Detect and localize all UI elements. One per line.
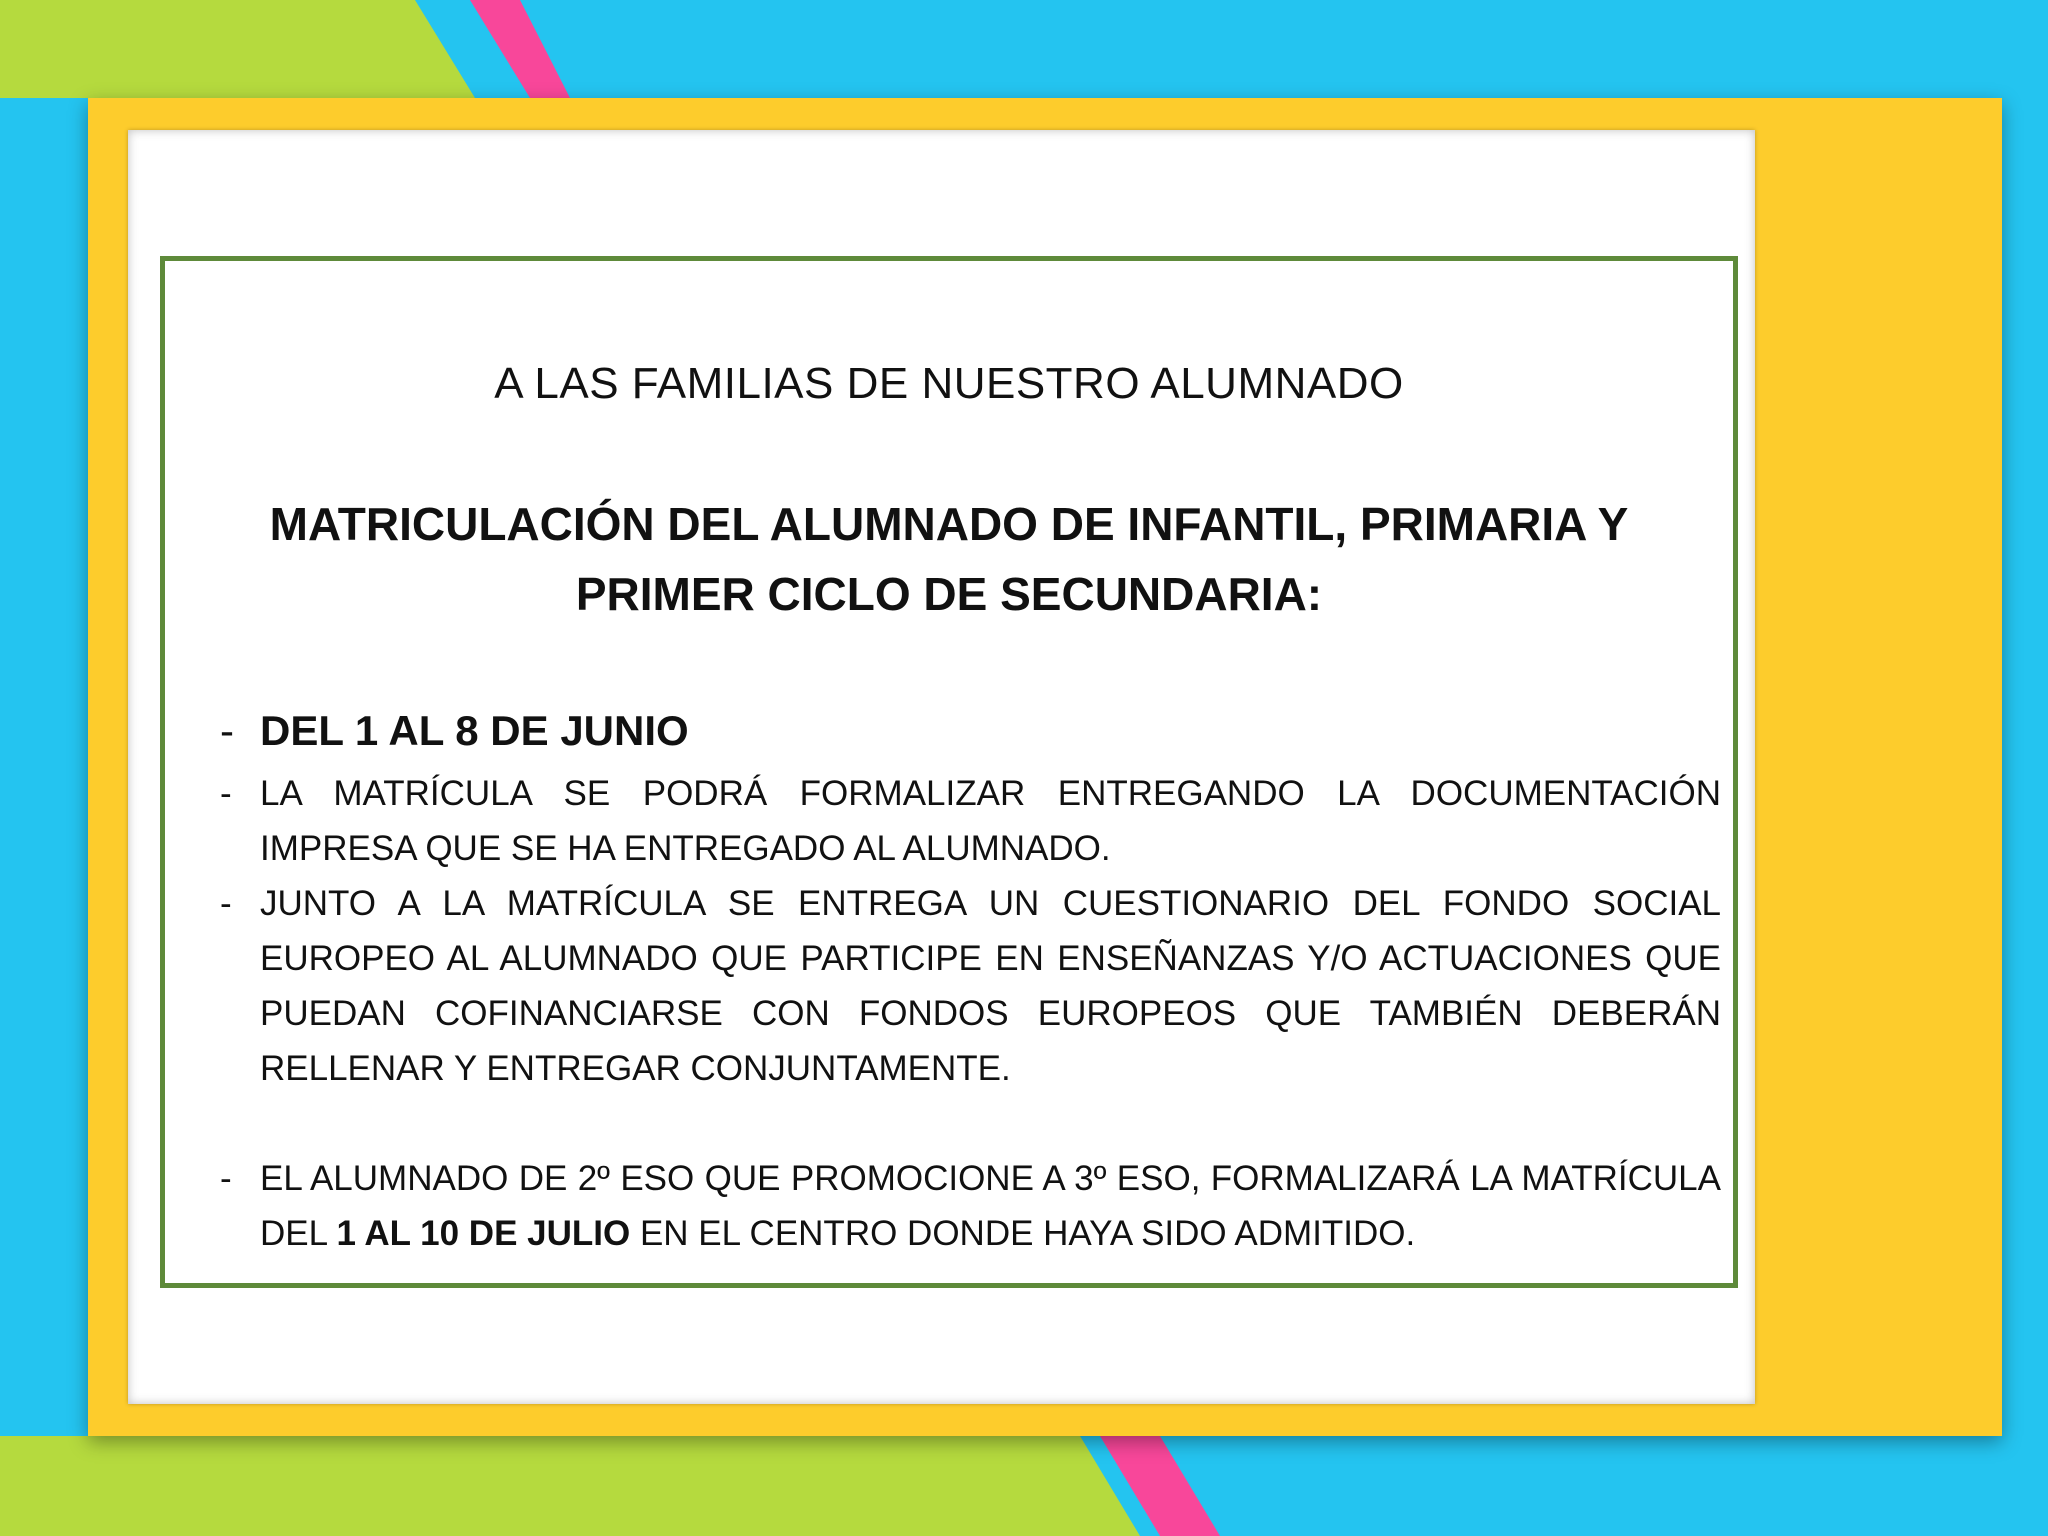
notice-box xyxy=(160,256,1738,1288)
list-item xyxy=(220,876,1721,1096)
item-text-part: EN EL CENTRO DONDE HAYA SIDO ADMITIDO. xyxy=(630,1214,1416,1253)
notice-heading: MATRICULACIÓN DEL ALUMNADO DE INFANTIL, PRIMARIA Y PRIMER CICLO DE SECUNDARIA: xyxy=(269,498,1629,620)
item-text xyxy=(260,1151,1721,1261)
bullet-dash: - xyxy=(220,884,232,923)
green-shape-bottom xyxy=(0,1436,1140,1536)
july-date-range: 1 AL 10 DE JULIO xyxy=(336,1214,631,1253)
item-text: JUNTO A LA MATRÍCULA SE ENTREGA UN CUESTIONARIO DEL FONDO SOCIAL EUROPEO AL ALUMNADO QUE PARTICIPE EN ENSEÑANZAS Y/O ACTUACIONES QUE PUEDAN COFINANCIARSE CON FONDOS EUROPEOS QUE TAMBIÉN DEBERÁN RELLENAR Y ENTREGAR CONJUNTAMENTE. xyxy=(260,884,1721,1088)
item-text: LA MATRÍCULA SE PODRÁ FORMALIZAR ENTREGANDO LA DOCUMENTACIÓN IMPRESA QUE SE HA ENTREGADO AL ALUMNADO. xyxy=(260,774,1721,868)
list-item-date xyxy=(220,696,1721,766)
green-shape-top xyxy=(0,0,475,98)
notice-greeting: A LAS FAMILIAS DE NUESTRO ALUMNADO xyxy=(494,359,1404,408)
item-text-part: EL ALUMNADO DE 2º ESO QUE PROMOCIONE A 3º ESO, FORMALIZARÁ LA MATRÍCULA DEL xyxy=(260,1159,1721,1253)
spacer xyxy=(220,1096,1721,1151)
pink-stripe-top xyxy=(470,0,570,98)
bullet-dash: - xyxy=(220,707,234,754)
list-item xyxy=(220,1151,1721,1261)
bullet-dash: - xyxy=(220,1159,232,1198)
bullet-dash: - xyxy=(220,774,232,813)
date-range: DEL 1 AL 8 DE JUNIO xyxy=(260,707,689,754)
notice-items xyxy=(220,696,1721,1261)
list-item xyxy=(220,766,1721,876)
